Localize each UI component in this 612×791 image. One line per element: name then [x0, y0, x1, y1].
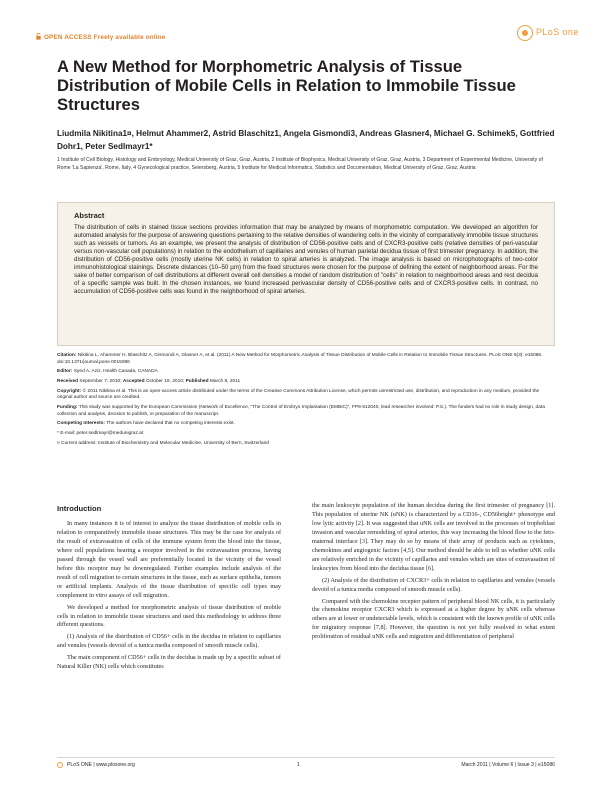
- body-paragraph: (2) Analysis of the distribution of CXCR3+ cells in relation to capillaries and venules (vessels devoid of a tunica media composed of smooth muscle cells).: [312, 576, 555, 593]
- competing-text: The authors have declared that no competing interests exist.: [106, 421, 235, 427]
- body-column-left: [57, 520, 281, 672]
- open-lock-icon: [36, 33, 41, 42]
- editor-line: [57, 369, 555, 376]
- citation-line: [57, 353, 555, 367]
- page-footer: [57, 757, 555, 772]
- competing-label: Competing Interests:: [57, 421, 105, 427]
- journal-logo: [517, 25, 579, 43]
- received-date: September 7, 2010;: [79, 378, 122, 384]
- body-paragraph: the main leukocyte population of the human decidua during the first trimester of pregnancy [1]. This population of uterine NK (uNK) is characterized by a CD16-, CD56bright+ phenotype and low lytic activity [2]. It was suggested that uNK cells are involved in the processes of trophoblast invasion and vascular remodeling of spiral arteries, this way increasing the blood flow to the feto-maternal interface [3]. They may do so by means of their array of products such as cytokines, chemokines and angiogenic factors [4,5]. Our method should be able to tell us whether uNK cells are relatively enriched in the vicinity of capillaries and venules which are sites of extravasation of leukocytes from blood into the decidua tissue [6].: [312, 502, 555, 572]
- abstract-text: The distribution of cells in stained tissue sections provides information that may be analyzed by means of morphometric computation. We developed an algorithm for automated analysis for the purpose of answering questions pertaining to the relative densities of wandering cells in the vicinity of comparatively immobile tissue structures such as vessels or tumors. As an example, we present the analysis of distribution of CD56-positive cells and of CXCR3-positive cells (relative densities of peri-vascular versus non-vascular cell populations) in relation to the endothelium of capillaries and venules of human parietal decidua tissue of first trimester pregnancy. In addition, the distribution of CD56-positive cells (mostly uterine NK cells) in relation to spiral arteries is analyzed. The image analysis is based on microphotographs of two-color immunohistological stainings. Discrete distances (10–50 µm) from the fixed structures were chosen for the purpose of defining the extent of neighborhood areas. For the sake of better comparison of cell distributions at different overall cell densities a model of random distribution of "cells" in relation to neighborhood areas and rest decidua of a specific sample was built. In the chosen instances, we found increased perivascular density of CD56-positive cells and of CXCR3-positive cells. In contrast, no accumulation of CD56-positive cells was found in the neighborhood of spiral arteries.: [74, 224, 538, 296]
- body-paragraph: In many instances it is of interest to analyze the tissue distribution of mobile cells in relation to comparatively immobile tissue structures. This may be the case for analysis of the result of extravasation of cells of the immune system from the blood into the tissue, where cell populations bearing a receptor involved in the extravasation process, having passed through the vessel wall are preferentially located in the vicinity of the vessel before this receptor may be downregulated. Further examples include analysis of the result of cell migration to certain structures in the tissue, such as surface epithelia, tumors or artificial implants. Analysis of the tissue distribution of specific cell types may complement in vitro assays of cell migration.: [57, 520, 281, 599]
- accepted-date: October 19, 2010;: [145, 378, 185, 384]
- affiliations: 1 Institute of Cell Biology, Histology and Embryology, Medical University of Graz, Graz, Austria, 2 Institute of Biophysics, Medical University of Graz, Graz, Austria, 3 Department of Experimental Medicine, University of Rome 'La Sapienza', Rome, Italy, 4 Gynecological practice, Seiersberg, Austria, 5 Institute for Medical Informatics, Statistics and Documentation, Medical University of Graz, Graz, Austria: [57, 157, 543, 171]
- copyright-line: [57, 389, 555, 403]
- open-access-text: OPEN ACCESS Freely available online: [43, 34, 166, 41]
- body-paragraph: (1) Analysis of the distribution of CD56+ cells in the decidua in relation to capillaries and venules (vessels devoid of a tunica media composed of smooth muscle cells).: [57, 633, 281, 650]
- citation-label: Citation:: [57, 353, 77, 358]
- plos-circle-icon: [517, 25, 533, 41]
- open-access-banner: [36, 33, 166, 42]
- footer-issue: March 2011 | Volume 6 | Issue 3 | e15086: [461, 762, 555, 768]
- funding-line: [57, 405, 555, 419]
- introduction-heading: Introduction: [57, 504, 102, 513]
- copyright-text: © 2011 Nikitina et al. This is an open-access article distributed under the terms of the Creative Commons Attribution License, which permits unrestricted use, distribution, and reproduction in any medium, provided the original author and source are credited.: [57, 388, 540, 401]
- received-label: Received: [57, 378, 79, 384]
- citation-text: Nikitina L, Ahammer H, Blaschitz A, Gismondi A, Glasner A, et al. (2011) A New Method for Morphometric Analysis of Tissue Distribution of Mobile Cells in Relation to Immobile Tissue Structures. PLoS ONE 6(3): e15086. doi:10.1371/journal.pone.0015086: [57, 353, 543, 365]
- funding-text: This study was supported by the European Commission (Network of Excellence, "The Control of Embryo Implantation (EMBIC)", FP6-512040, lead researcher involved: P.S.). The funders had no role in study design, data collection and analysis, decision to publish, or preparation of the manuscript.: [57, 404, 545, 417]
- current-address-line: ¤ Current address: Institute of Biochemistry and Molecular Medicine, University of Bern, Switzerland: [57, 440, 269, 446]
- competing-interests-line: [57, 421, 555, 428]
- body-column-right: [312, 502, 555, 642]
- footer-journal: PLoS ONE | www.plosone.org: [67, 762, 135, 768]
- body-paragraph: Compared with the chemokine receptor pattern of peripheral blood NK cells, it is particularly the chemokine receptor CXCR3 which is expressed at a higher degree by uNK cells whereas others are at lower or undetectable levels, which is consistent with the known profile of uNK cells for migratory response [7,8]. However, the question is not yet fully resolved to what extent proliferation of residual uNK cells and migration and differentiation of peripheral: [312, 597, 555, 641]
- accepted-label: Accepted: [122, 378, 145, 384]
- body-paragraph: We developed a method for morphometric analysis of tissue distribution of mobile cells in relation to immobile tissue structures and used this methodology to address three different questions.: [57, 603, 281, 629]
- journal-logo-text: PLoS one: [536, 27, 579, 37]
- published-label: Published: [185, 378, 209, 384]
- author-list: Liudmila Nikitina1¤, Helmut Ahammer2, Astrid Blaschitz1, Angela Gismondi3, Andreas Glasner4, Michael G. Schimek5, Gottfried Dohr1, Peter Sedlmayr1*: [57, 129, 555, 151]
- dates-line: [57, 379, 555, 386]
- body-paragraph: The main component of CD56+ cells in the decidua is made up by a specific subset of Natural Killer (NK) cells which constitutes: [57, 654, 281, 671]
- editor-text: Syed A. Aziz, Health Canada, CANADA: [73, 369, 158, 375]
- editor-label: Editor:: [57, 369, 73, 375]
- copyright-label: Copyright:: [57, 388, 82, 394]
- plos-footer-icon: [57, 762, 63, 768]
- abstract-heading: Abstract: [74, 211, 105, 220]
- email-line: * E-mail: peter.sedlmayr@medunigraz.at: [57, 430, 144, 436]
- article-title: A New Method for Morphometric Analysis of Tissue Distribution of Mobile Cells in Relation to Immobile Tissue Structures: [57, 57, 516, 114]
- funding-label: Funding:: [57, 404, 78, 410]
- page-number: 1: [297, 762, 300, 768]
- article-metadata: [57, 353, 555, 450]
- abstract-box: [57, 202, 555, 346]
- published-date: March 8, 2011: [209, 378, 241, 384]
